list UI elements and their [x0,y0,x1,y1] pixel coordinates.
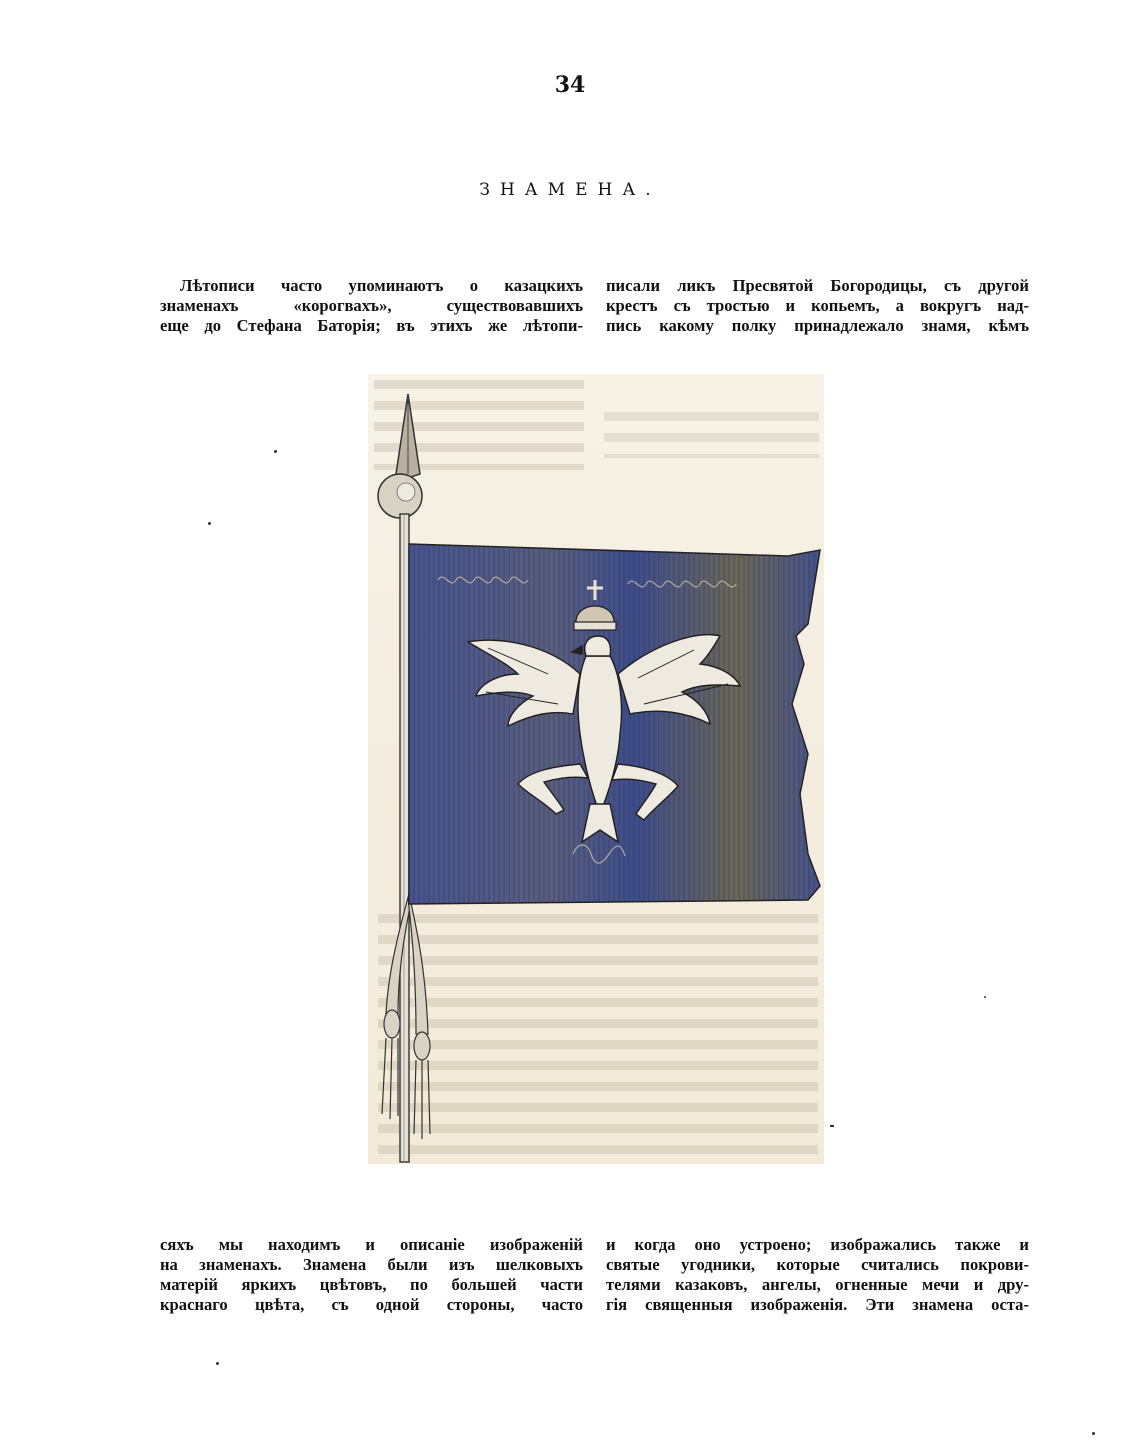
text-column-bottom-right [606,1235,1029,1315]
text-line: знаменахъ «корогвахъ», существовавшихъ [160,296,583,315]
section-title: ЗНАМЕНА. [479,180,661,200]
text-line: крестъ съ тростью и копьемъ, а вокругъ над- [606,296,1029,315]
scan-speck [274,450,277,453]
banner-drawing [368,374,824,1164]
scan-speck [208,522,211,525]
text-line: пись какому полку принадлежало знамя, кѣмъ [606,316,1029,335]
text-line: краснаго цвѣта, съ одной стороны, часто [160,1295,583,1314]
scan-speck [984,996,986,998]
text-line: телями казаковъ, ангелы, огненные мечи и дру- [606,1275,1029,1294]
scan-speck [1092,1432,1095,1435]
text-line: сяхъ мы находимъ и описаніе изображеній [160,1235,583,1254]
text-line: писали ликъ Пресвятой Богородицы, съ другой [606,276,1029,295]
text-line: и когда оно устроено; изображались также и [606,1235,1029,1254]
text-line: еще до Стефана Баторія; въ этихъ же лѣтопи- [160,316,583,335]
text-line: Лѣтописи часто упоминаютъ о казацкихъ [180,276,583,295]
scan-speck [830,1125,834,1127]
text-line: матерій яркихъ цвѣтовъ, по большей части [160,1275,583,1294]
text-line: на знаменахъ. Знамена были изъ шелковыхъ [160,1255,583,1274]
text-column-top-left [160,276,583,336]
spear-tip [378,394,422,518]
page-number: 34 [554,72,586,98]
flag-pole [400,514,409,1162]
text-column-top-right [606,276,1029,336]
scan-speck [216,1362,219,1365]
text-line: святые угодники, которые считались покрови- [606,1255,1029,1274]
text-line: гія священныя изображенія. Эти знамена оста- [606,1295,1029,1314]
banner-illustration [368,374,824,1164]
text-column-bottom-left [160,1235,583,1315]
